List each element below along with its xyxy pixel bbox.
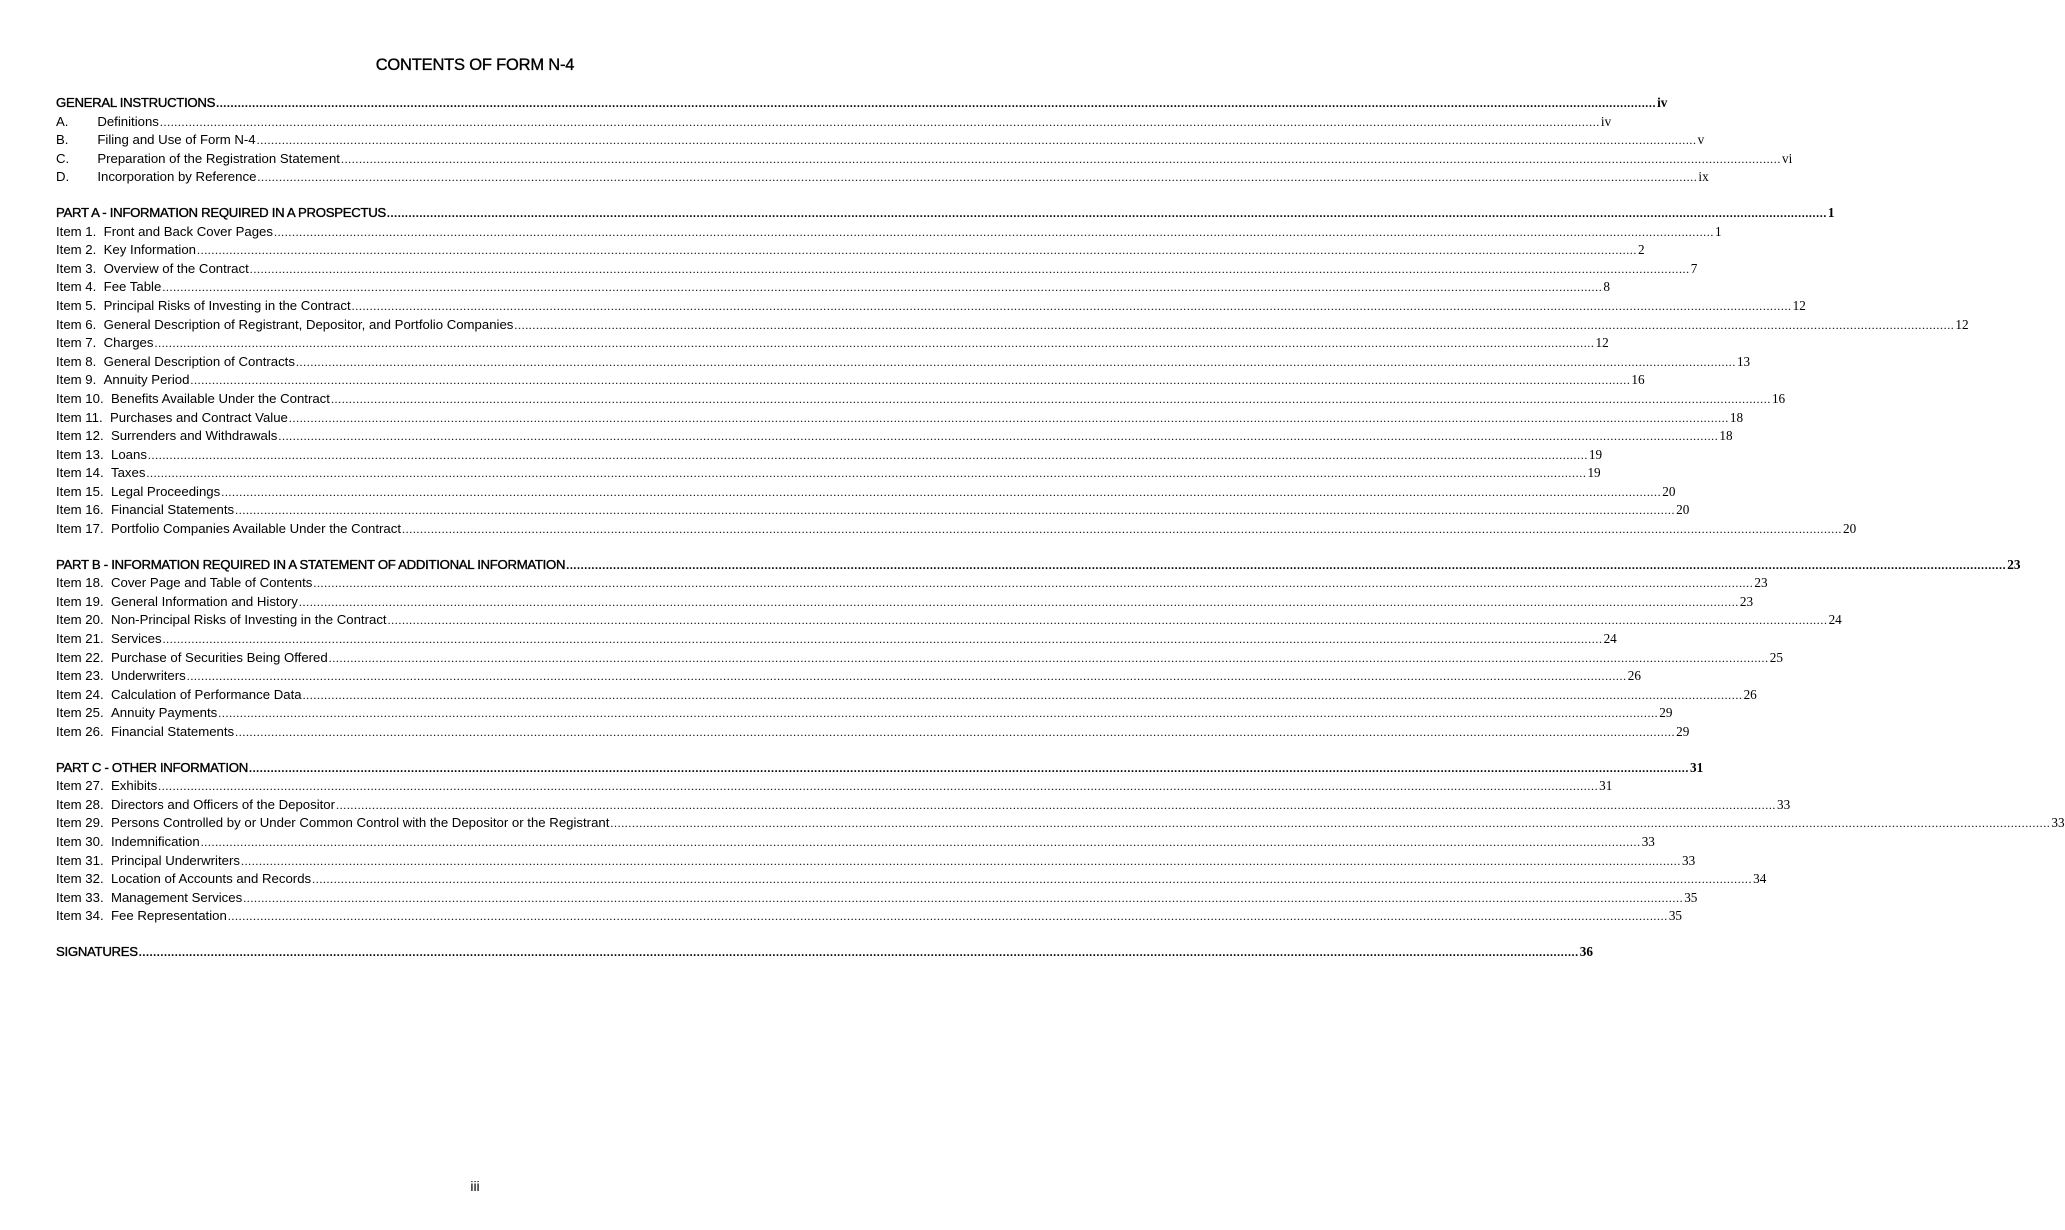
toc-entry-page: 25 [1769,649,1783,665]
toc-entry-label: Fee Table [103,279,162,295]
toc-section-heading[interactable] [56,204,1835,223]
toc-entry[interactable] [56,390,1786,409]
toc-entry-title [56,611,388,630]
toc-entry-title [56,704,218,723]
toc-entry-number: Item 14. [56,465,104,481]
spacer [104,594,111,609]
toc-entry[interactable] [56,686,1757,705]
toc-entry[interactable] [56,889,1698,908]
toc-entry[interactable] [56,667,1641,686]
dot-leader: ................................................................................................................................................................................................................................................................................................................................................................................................................ [328,650,1769,665]
toc-entry-title [56,870,312,889]
toc-section-heading[interactable] [56,556,2021,575]
toc-entry-label: Front and Back Cover Pages [103,223,273,239]
toc-entry-number: Item 1. [56,223,97,239]
toc-section [56,204,1969,539]
dot-leader: ................................................................................................................................................................................................................................................................................................................................................................................................................ [336,797,1777,812]
toc-entry-number: Item 32. [56,871,104,887]
toc-entry-label: Portfolio Companies Available Under the Contract [110,521,402,537]
dot-leader: ................................................................................................................................................................................................................................................................................................................................................................................................................ [295,354,1736,369]
toc-entry-title [56,889,243,908]
dot-leader: ................................................................................................................................................................................................................................................................................................................................................................................................................ [257,170,1698,185]
spacer [103,410,110,425]
toc-entry-title [56,501,235,520]
toc-entry[interactable] [56,630,1617,649]
dot-leader: ................................................................................................................................................................................................................................................................................................................................................................................................................ [218,706,1659,721]
toc-entry-label: Preparation of the Registration Statement [97,150,340,166]
toc-entry-label: Incorporation by Reference [97,169,257,185]
page-title: CONTENTS OF FORM N-4 [375,56,575,74]
dot-leader: ................................................................................................................................................................................................................................................................................................................................................................................................................ [158,779,1599,794]
toc-entry-label: Calculation of Performance Data [110,686,302,702]
toc-entry[interactable] [56,131,1705,150]
toc-entry-page: 33 [1641,833,1655,849]
toc-entry-page: 23 [1739,593,1754,609]
toc-entry[interactable] [56,483,1676,502]
dot-leader: ................................................................................................................................................................................................................................................................................................................................................................................................................ [243,890,1684,905]
toc-entry-number: Item 31. [56,852,104,868]
dot-leader: ................................................................................................................................................................................................................................................................................................................................................................................................................ [190,373,1631,388]
toc-entry-label: Legal Proceedings [110,483,221,499]
toc-entry-page: 18 [1729,409,1744,425]
toc-entry-title [56,833,201,852]
toc-entry-number: Item 19. [56,593,104,609]
toc-entry-label: Filing and Use of Form N-4 [97,132,256,148]
spacer [104,815,111,830]
toc-entry-number: Item 29. [56,815,104,831]
toc-entry[interactable] [56,427,1733,446]
spacer [104,521,111,536]
toc-entry[interactable] [56,297,1806,316]
toc-entry-title [56,556,566,575]
toc-entry-page: 8 [1603,279,1610,295]
toc-entry-page: 35 [1684,889,1698,905]
toc-entry-page: 36 [1579,943,1593,959]
toc-entry-number: Item 8. [56,353,97,369]
toc-entry-title [56,630,163,649]
toc-entry-title [56,113,160,132]
toc-entry-title [56,297,352,316]
toc-entry-page: 18 [1719,428,1733,444]
toc-entry-label: General Information and History [110,593,298,609]
toc-entry-page: 13 [1736,353,1751,369]
toc-entry-page: 23 [1754,575,1768,591]
toc-entry-label: Location of Accounts and Records [110,871,312,887]
toc-entry[interactable] [56,852,1696,871]
toc-entry[interactable] [56,870,1767,889]
toc-entry-number: Item 30. [56,833,104,849]
toc-entry-title [56,260,250,279]
dot-leader: ................................................................................................................................................................................................................................................................................................................................................................................................................ [186,669,1627,684]
toc-entry-title [56,723,235,742]
toc-entry-label: Management Services [110,889,243,905]
spacer [96,372,103,387]
spacer [104,908,111,923]
toc-entry-title [56,483,221,502]
dot-leader: ................................................................................................................................................................................................................................................................................................................................................................................................................ [288,410,1729,425]
toc-entry-label: Annuity Payments [110,705,218,721]
spacer [104,797,111,812]
toc-entry[interactable] [56,777,1613,796]
toc-entry-title [56,814,610,833]
toc-entry-label: Indemnification [110,833,200,849]
toc-entry-number: Item 5. [56,297,97,313]
toc-entry-page: iv [1600,113,1612,129]
spacer [96,279,103,294]
spacer [104,724,111,739]
toc-entry-number: Item 7. [56,335,97,351]
dot-leader: ................................................................................................................................................................................................................................................................................................................................................................................................................ [402,522,1843,537]
spacer [96,242,103,257]
toc-entry-label: Fee Representation [110,908,227,924]
dot-leader: ................................................................................................................................................................................................................................................................................................................................................................................................................ [566,557,2007,572]
toc-entry[interactable] [56,316,1969,335]
dot-leader: ................................................................................................................................................................................................................................................................................................................................................................................................................ [256,133,1697,148]
dot-leader: ................................................................................................................................................................................................................................................................................................................................................................................................................ [146,466,1587,481]
toc-entry-page: 34 [1753,871,1767,887]
toc-entry-title [56,204,387,223]
toc-entry-page: 20 [1843,521,1857,537]
toc-entry-title [56,390,331,409]
toc-section [56,759,2065,926]
dot-leader: ................................................................................................................................................................................................................................................................................................................................................................................................................ [248,760,1689,775]
dot-leader: ................................................................................................................................................................................................................................................................................................................................................................................................................ [249,261,1690,276]
toc-entry-title [56,241,197,260]
toc-entry-label: PART B - INFORMATION REQUIRED IN A STATEMENT OF ADDITIONAL INFORMATION [56,556,566,572]
toc-entry-number: Item 26. [56,724,104,739]
toc-section-heading[interactable] [56,94,1668,113]
toc-entry-number: Item 9. [56,372,97,388]
toc-entry-label: Taxes [110,465,146,481]
dot-leader: ................................................................................................................................................................................................................................................................................................................................................................................................................ [387,613,1828,628]
spacer [104,853,111,868]
toc-entry-title [56,223,274,242]
toc-entry-label: Principal Underwriters [110,852,240,868]
toc-entry-number: Item 3. [56,260,97,276]
toc-entry-page: 24 [1828,612,1842,628]
toc-entry-page: 26 [1627,668,1641,684]
spacer [96,335,103,350]
toc-section [56,556,2021,742]
spacer [104,428,111,443]
toc-entry[interactable] [56,520,1857,539]
toc-entry-number: Item 18. [56,575,104,591]
toc-entry-title [56,852,241,871]
toc-entry-page: 12 [1595,335,1609,351]
toc-entry-page: 31 [1689,759,1704,775]
toc-entry[interactable] [56,814,2065,833]
dot-leader: ................................................................................................................................................................................................................................................................................................................................................................................................................ [514,317,1955,332]
toc-entry-page: 12 [1955,316,1969,332]
toc-entry-page: 16 [1631,372,1645,388]
toc-entry[interactable] [56,723,1690,742]
toc-entry-label: Annuity Period [103,372,190,388]
toc-entry-page: 20 [1676,502,1690,518]
dot-leader: ................................................................................................................................................................................................................................................................................................................................................................................................................ [273,224,1714,239]
toc-entry[interactable] [56,353,1751,372]
spacer [104,447,111,462]
toc-entry-page: 33 [2051,815,2065,831]
toc-entry-number: D. [56,169,70,185]
dot-leader: ................................................................................................................................................................................................................................................................................................................................................................................................................ [340,151,1781,166]
spacer [104,465,111,480]
toc-entry-title [56,686,303,705]
toc-entry-title [56,316,514,335]
toc-entry-label: Services [110,631,162,647]
dot-leader: ................................................................................................................................................................................................................................................................................................................................................................................................................ [312,872,1753,887]
toc-entry-title [56,278,162,297]
toc-entry-label: Overview of the Contract [103,260,249,276]
toc-entry-number: Item 28. [56,796,104,812]
dot-leader: ................................................................................................................................................................................................................................................................................................................................................................................................................ [154,336,1595,351]
toc-entry-title [56,649,329,668]
toc-entry-label: GENERAL INSTRUCTIONS [56,95,216,110]
toc-entry[interactable] [56,833,1655,852]
toc-entry-label: Benefits Available Under the Contract [110,390,330,406]
toc-entry-page: v [1697,132,1705,148]
toc-entry-page: 33 [1681,852,1696,868]
toc-entry[interactable] [56,907,1683,926]
toc-entry-label: Loans [110,446,147,462]
toc-entry[interactable] [56,574,1768,593]
toc-entry-number: Item 16. [56,502,104,518]
toc-entry-title [56,150,341,169]
toc-entry-page: 26 [1743,686,1757,702]
toc-entry-label: Principal Risks of Investing in the Contract [103,297,351,313]
dot-leader: ................................................................................................................................................................................................................................................................................................................................................................................................................ [235,725,1676,739]
toc-entry-number: Item 13. [56,446,104,462]
spacer [104,687,111,702]
toc-entry-title [56,777,158,796]
toc-entry-title [56,796,336,815]
spacer [104,612,111,627]
toc-entry-label: Purchases and Contract Value [110,409,288,425]
toc-entry-number: C. [56,150,70,166]
toc-entry[interactable] [56,260,1698,279]
toc-entry-label: Cover Page and Table of Contents [110,575,313,591]
toc-entry[interactable] [56,611,1842,630]
toc-entry-number: Item 17. [56,521,104,537]
toc-entry-title [56,371,190,390]
dot-leader: ................................................................................................................................................................................................................................................................................................................................................................................................................ [298,594,1739,609]
toc-entry-label: Key Information [103,242,196,258]
dot-leader: ................................................................................................................................................................................................................................................................................................................................................................................................................ [330,391,1771,406]
toc-entry-number: Item 21. [56,631,104,647]
toc-entry-number: B. [56,132,69,148]
toc-entry-label: PART A - INFORMATION REQUIRED IN A PROSPECTUS [56,204,386,220]
spacer [96,317,103,332]
toc-entry-label: Financial Statements [110,724,235,739]
toc-entry[interactable] [56,241,1645,260]
toc-entry[interactable] [56,371,1645,390]
toc-entry[interactable] [56,278,1610,297]
toc-entry-label: Charges [103,335,154,351]
dot-leader: ................................................................................................................................................................................................................................................................................................................................................................................................................ [162,280,1603,295]
toc-section [56,94,1793,187]
dot-leader: ................................................................................................................................................................................................................................................................................................................................................................................................................ [351,298,1792,313]
toc-entry-label: Directors and Officers of the Depositor [110,796,336,812]
toc-entry-number: Item 23. [56,668,104,684]
toc-entry[interactable] [56,334,1609,353]
dot-leader: ................................................................................................................................................................................................................................................................................................................................................................................................................ [610,816,2051,831]
toc-entry-page: 19 [1588,446,1603,462]
toc-entry-page: 29 [1676,724,1690,739]
toc-entry-page: 29 [1659,705,1673,721]
spacer [96,298,103,313]
toc-entry-label: Non-Principal Risks of Investing in the Contract [110,612,387,628]
toc-section-heading[interactable] [56,943,1593,962]
dot-leader: ................................................................................................................................................................................................................................................................................................................................................................................................................ [302,687,1743,702]
toc-entry-label: Surrenders and Withdrawals [110,428,278,444]
spacer [104,705,111,720]
toc-entry-page: 1 [1714,223,1722,239]
spacer [104,834,111,849]
toc-entry[interactable] [56,649,1783,668]
dot-leader: ................................................................................................................................................................................................................................................................................................................................................................................................................ [278,429,1719,444]
toc-entry[interactable] [56,593,1754,612]
toc-entry-number: Item 11. [56,409,103,425]
toc-entry[interactable] [56,796,1791,815]
toc-entry-label: Purchase of Securities Being Offered [110,649,328,665]
toc-entry-number: Item 33. [56,889,104,905]
toc-entry-title [56,334,155,353]
toc-entry-page: 2 [1638,242,1645,258]
dot-leader: ................................................................................................................................................................................................................................................................................................................................................................................................................ [240,853,1681,868]
toc-entry-label: Underwriters [110,668,186,684]
toc-entry[interactable] [56,223,1722,242]
toc-entry-label: General Description of Registrant, Depositor, and Portfolio Companies [103,316,514,332]
dot-leader: ................................................................................................................................................................................................................................................................................................................................................................................................................ [235,503,1676,518]
spacer [104,631,111,646]
spacer [104,484,111,499]
toc-entry-page: 23 [2007,556,2021,572]
spacer [104,778,111,793]
toc-entry[interactable] [56,704,1673,723]
toc-entry-number: Item 10. [56,390,104,406]
toc-entry-label: Financial Statements [110,502,235,518]
toc-entry-title [56,446,148,465]
toc-entry-title [56,943,139,962]
toc-entry-page: vi [1781,150,1793,166]
toc-entry-title [56,94,216,113]
spacer [96,261,103,276]
toc-entry-label: Exhibits [110,778,158,794]
toc-entry-title [56,907,228,926]
dot-leader: ................................................................................................................................................................................................................................................................................................................................................................................................................ [221,484,1662,499]
toc-entry-page: 7 [1690,260,1698,276]
toc-entry-page: iv [1657,95,1668,110]
toc-entry-title [56,353,296,372]
toc-entry-page: 20 [1662,483,1676,499]
toc-entry-page: 12 [1792,297,1806,313]
dot-leader: ................................................................................................................................................................................................................................................................................................................................................................................................................ [162,632,1603,647]
toc-entry-label: General Description of Contracts [103,353,295,369]
toc-entry[interactable] [56,464,1601,483]
toc-entry-title [56,464,146,483]
toc-entry[interactable] [56,409,1744,428]
spacer [104,871,111,886]
toc-entry-title [56,427,278,446]
spacer [104,650,111,665]
toc-entry-title [56,409,289,428]
toc-entry-number: Item 25. [56,705,104,721]
toc-entry-page: 24 [1603,631,1617,647]
toc-entry-number: Item 27. [56,778,104,794]
toc-entry-number: Item 12. [56,428,104,444]
toc-entry-label: PART C - OTHER INFORMATION [56,759,248,775]
toc-entry-page: 19 [1587,465,1601,481]
toc-entry-number: Item 34. [56,908,104,924]
toc-entry-title [56,759,249,778]
toc-entry-title [56,131,257,150]
dot-leader: ................................................................................................................................................................................................................................................................................................................................................................................................................ [138,944,1579,959]
toc-entry[interactable] [56,168,1709,187]
toc-entry-title [56,168,257,187]
spacer [96,224,103,239]
spacer [104,502,111,517]
spacer [96,354,103,369]
toc-entry-title [56,667,187,686]
toc-entry-page: 1 [1827,204,1835,220]
spacer [104,890,111,905]
toc-entry-number: Item 2. [56,242,97,258]
toc-entry-label: SIGNATURES [56,943,138,959]
toc-entry[interactable] [56,446,1603,465]
spacer [104,575,111,590]
toc-entry-label: Definitions [97,113,159,129]
toc-entry-page: 35 [1668,908,1683,924]
toc-entry-number: Item 22. [56,649,104,665]
toc-section [56,943,1593,962]
toc-entry-title [56,520,402,539]
dot-leader: ................................................................................................................................................................................................................................................................................................................................................................................................................ [216,96,1657,110]
toc-entry-number: Item 20. [56,612,104,628]
toc-entry[interactable] [56,113,1612,132]
toc-entry-number: Item 15. [56,483,104,499]
table-of-contents [56,94,2065,979]
toc-entry-number: A. [56,113,69,129]
toc-entry-page: 16 [1771,390,1786,406]
toc-entry-title [56,593,299,612]
toc-section-heading[interactable] [56,759,1704,778]
dot-leader: ................................................................................................................................................................................................................................................................................................................................................................................................................ [227,909,1668,924]
toc-entry-label: Persons Controlled by or Under Common Control with the Depositor or the Registrant [110,815,610,831]
toc-entry-page: 31 [1599,778,1613,794]
toc-entry-page: ix [1698,169,1709,185]
toc-entry[interactable] [56,150,1793,169]
toc-entry-title [56,574,313,593]
dot-leader: ................................................................................................................................................................................................................................................................................................................................................................................................................ [313,576,1754,591]
toc-entry-page: 33 [1777,796,1791,812]
spacer [104,391,111,406]
toc-entry-number: Item 24. [56,686,104,702]
toc-entry[interactable] [56,501,1690,520]
toc-entry-number: Item 4. [56,279,97,295]
dot-leader: ................................................................................................................................................................................................................................................................................................................................................................................................................ [159,114,1600,129]
dot-leader: ................................................................................................................................................................................................................................................................................................................................................................................................................ [147,447,1588,462]
dot-leader: ................................................................................................................................................................................................................................................................................................................................................................................................................ [200,834,1641,849]
page-number: iii [470,1178,480,1194]
toc-entry-number: Item 6. [56,316,97,332]
dot-leader: ................................................................................................................................................................................................................................................................................................................................................................................................................ [386,205,1827,220]
spacer [104,668,111,683]
dot-leader: ................................................................................................................................................................................................................................................................................................................................................................................................................ [197,243,1637,258]
